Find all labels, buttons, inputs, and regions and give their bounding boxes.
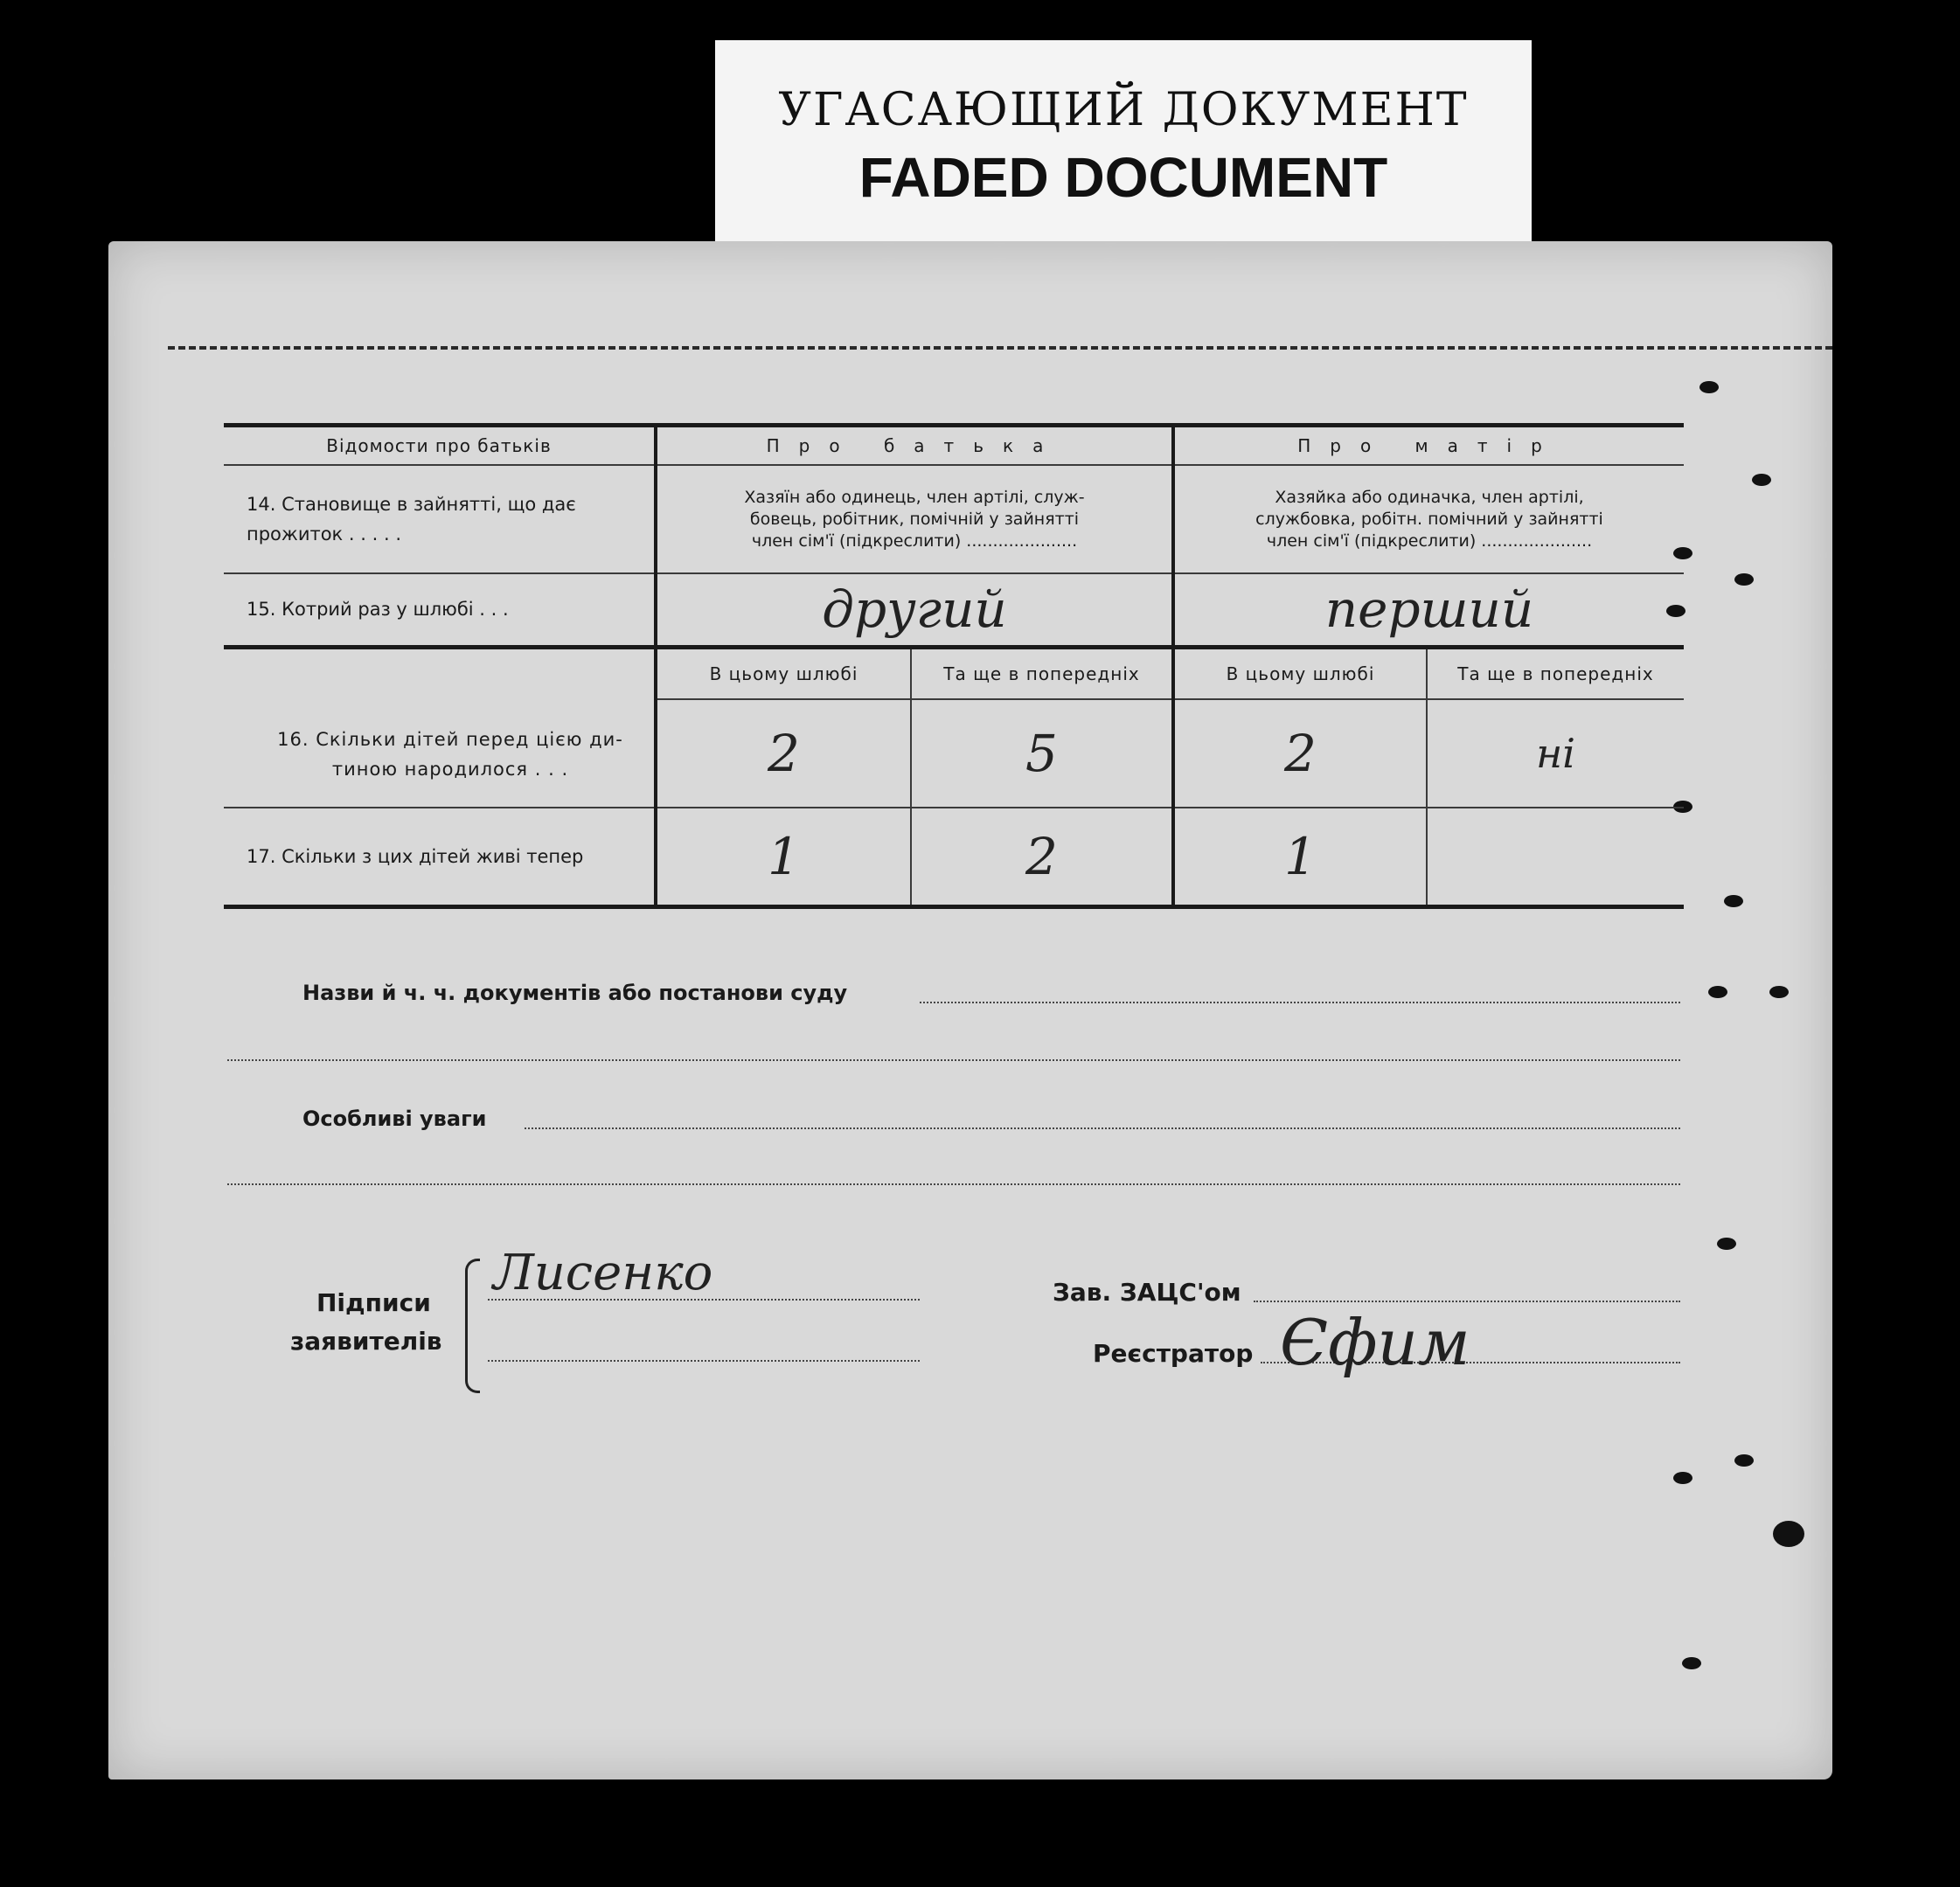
- subheader-mother-prev: Та ще в попередніх: [1427, 647, 1684, 699]
- faded-document-stamp: [715, 40, 1532, 248]
- remarks-field-line2: [227, 1183, 1680, 1185]
- row16-mother-this: 2: [1173, 699, 1427, 808]
- punch-hole: [1699, 381, 1719, 393]
- row16-father-this: 2: [656, 699, 911, 808]
- applicant-signature-line2: [488, 1360, 920, 1362]
- row16-label-line1: 16. Скільки дітей перед цією ди-: [277, 728, 623, 750]
- header-father: Про батька: [656, 426, 1173, 466]
- stamp-line-en: FADED DOCUMENT: [858, 146, 1388, 209]
- row14-mother: [1173, 465, 1684, 573]
- row14-father-line1: Хазяїн або одинець, член артілі, служ-: [744, 487, 1085, 507]
- punch-hole: [1734, 1454, 1754, 1467]
- punch-hole: [1708, 986, 1727, 998]
- row17-mother-prev: [1427, 808, 1684, 907]
- perforation-line: [168, 346, 1832, 350]
- row16-mother-prev: ні: [1427, 699, 1684, 808]
- remarks-field: [525, 1127, 1680, 1129]
- header-parents-info: Відомости про батьків: [224, 426, 656, 466]
- header-mother: Про матір: [1173, 426, 1684, 466]
- row14-father: [656, 465, 1173, 573]
- remarks-label: Особливі уваги: [302, 1107, 487, 1131]
- row15-father-value: другий: [656, 573, 1173, 647]
- row16-label-line2: тиною народилося . . .: [331, 758, 569, 780]
- documents-field: [920, 1002, 1680, 1003]
- subheader-father-prev: Та ще в попередніх: [911, 647, 1173, 699]
- row14-label-line1: 14. Становище в зайнятті, що дає: [247, 494, 576, 515]
- punch-hole: [1752, 474, 1771, 486]
- punch-hole: [1724, 895, 1743, 907]
- applicant-signature: Лисенко: [493, 1245, 713, 1301]
- applicant-signature-line1: [488, 1299, 920, 1301]
- punch-hole: [1734, 573, 1754, 586]
- signature-bracket: [465, 1259, 480, 1393]
- signatures-label-line2: заявителів: [290, 1327, 442, 1356]
- punch-hole: [1769, 986, 1789, 998]
- punch-hole: [1673, 1472, 1692, 1484]
- row14-mother-line3: член сім'ї (підкреслити) .....................: [1266, 531, 1593, 551]
- row16-label-cell: [224, 647, 656, 808]
- head-of-registry-field: [1254, 1301, 1680, 1302]
- row16-label: [224, 672, 654, 784]
- registrar-signature: Єфим: [1280, 1306, 1470, 1379]
- punch-hole: [1773, 1521, 1804, 1547]
- document-page: [108, 241, 1832, 1779]
- registrar-label: Реєстратор: [1093, 1339, 1254, 1368]
- documents-field-line2: [227, 1059, 1680, 1061]
- row14-father-line2: бовець, робітник, помічній у зайнятті: [749, 509, 1080, 529]
- row17-label: 17. Скільки з цих дітей живі тепер: [224, 808, 656, 907]
- signatures-label-line1: Підписи: [316, 1288, 431, 1317]
- punch-hole: [1682, 1657, 1701, 1669]
- row14-mother-line1: Хазяйка або одиначка, член артілі,: [1275, 487, 1584, 507]
- row14-label-line2: прожиток . . . . .: [247, 524, 401, 545]
- punch-hole: [1717, 1238, 1736, 1250]
- row15-label: 15. Котрий раз у шлюбі . . .: [224, 573, 656, 647]
- parents-info-table: [224, 423, 1684, 909]
- row17-father-prev: 2: [911, 808, 1173, 907]
- row15-mother-value: перший: [1173, 573, 1684, 647]
- subheader-mother-this: В цьому шлюбі: [1173, 647, 1427, 699]
- row16-father-prev: 5: [911, 699, 1173, 808]
- documents-label: Назви й ч. ч. документів або постанови суду: [302, 981, 848, 1005]
- row14-mother-line2: службовка, робітн. помічний у зайнятті: [1255, 509, 1603, 529]
- stamp-line-ru: УГАСАЮЩИЙ ДОКУМЕНТ: [778, 84, 1469, 136]
- row14-father-line3: член сім'ї (підкреслити) .....................: [751, 531, 1078, 551]
- row14-label: [224, 465, 656, 573]
- subheader-father-this: В цьому шлюбі: [656, 647, 911, 699]
- row17-father-this: 1: [656, 808, 911, 907]
- head-of-registry-label: Зав. ЗАЦС'ом: [1053, 1278, 1241, 1307]
- row17-mother-this: 1: [1173, 808, 1427, 907]
